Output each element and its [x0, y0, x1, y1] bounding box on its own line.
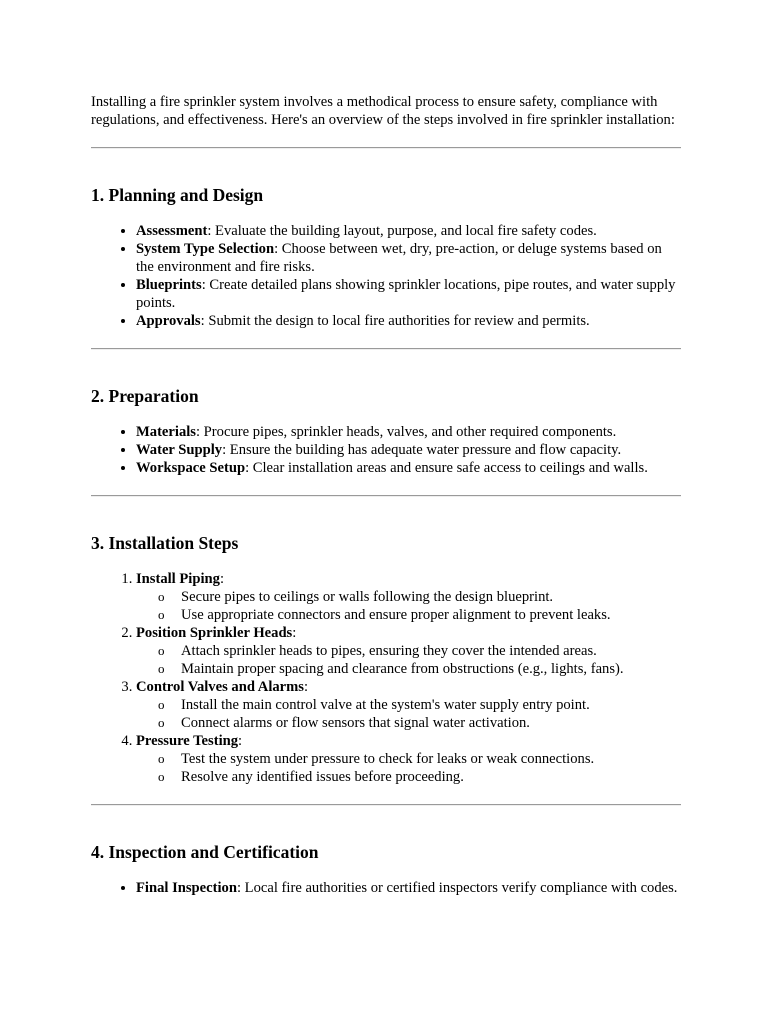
section-inspection-certification: [91, 842, 681, 897]
list-item: [136, 240, 681, 276]
step-colon: :: [304, 679, 309, 695]
section-heading: 3. Installation Steps: [91, 533, 239, 553]
list-item: [136, 459, 681, 477]
sub-item: o Maintain proper spacing and clearance from obstructions (e.g., lights, fans).: [181, 660, 681, 678]
sub-item: o Connect alarms or flow sensors that signal water activation.: [181, 714, 681, 732]
intro-paragraph: Installing a fire sprinkler system involves a methodical process to ensure safety, compliance with regulations, and effectiveness. Here's an overview of the steps involved in fire sprinkler installation:: [91, 94, 675, 128]
step-item: [136, 624, 681, 678]
section-heading: 4. Inspection and Certification: [91, 842, 319, 862]
step-item: [136, 732, 681, 786]
item-text: : Clear installation areas and ensure safe access to ceilings and walls.: [245, 460, 648, 476]
step-item: [136, 570, 681, 624]
sub-list: [136, 696, 681, 732]
sub-item: o Attach sprinkler heads to pipes, ensuring they cover the intended areas.: [181, 642, 681, 660]
step-item: [136, 678, 681, 732]
bullet-list: [91, 222, 681, 330]
item-text: : Evaluate the building layout, purpose, and local fire safety codes.: [207, 223, 597, 239]
item-text: : Submit the design to local fire authorities for review and permits.: [200, 313, 590, 329]
list-item: [136, 222, 681, 240]
step-term: Control Valves and Alarms: [136, 679, 304, 695]
bullet-list: [91, 423, 681, 477]
step-colon: :: [219, 571, 225, 587]
item-text: : Local fire authorities or certified inspectors verify compliance with codes.: [236, 880, 678, 896]
item-text: : Ensure the building has adequate water pressure and flow capacity.: [222, 442, 622, 458]
item-term: Water Supply: [136, 442, 223, 458]
sub-list: [136, 750, 681, 786]
sub-list: [136, 642, 681, 678]
item-term: Final Inspection: [136, 880, 237, 896]
step-term: Install Piping: [136, 571, 220, 587]
item-term: Assessment: [136, 223, 208, 239]
item-term: Workspace Setup: [136, 460, 246, 476]
section-planning-design: [91, 185, 681, 330]
sub-item: o Use appropriate connectors and ensure proper alignment to prevent leaks.: [181, 606, 681, 624]
divider: [91, 495, 681, 497]
divider: [91, 348, 681, 350]
step-colon: :: [292, 625, 297, 641]
item-term: Approvals: [136, 313, 201, 329]
sub-item: o Resolve any identified issues before proceeding.: [181, 768, 681, 786]
item-text: : Choose between wet, dry, pre-action, or deluge systems based on the environment and fire risks.: [136, 241, 662, 275]
section-heading: 1. Planning and Design: [91, 185, 264, 205]
document-body: [91, 93, 681, 897]
sub-item: o Test the system under pressure to check for leaks or weak connections.: [181, 750, 681, 768]
step-colon: :: [238, 733, 243, 749]
sub-item: o Install the main control valve at the system's water supply entry point.: [181, 696, 681, 714]
section-heading: 2. Preparation: [91, 386, 199, 406]
item-text: : Procure pipes, sprinkler heads, valves, and other required components.: [195, 424, 617, 440]
item-term: System Type Selection: [136, 241, 275, 257]
section-installation-steps: [91, 533, 681, 786]
item-text: : Create detailed plans showing sprinkler locations, pipe routes, and water supply points.: [136, 277, 676, 311]
step-term: Pressure Testing: [136, 733, 239, 749]
divider: [91, 147, 681, 149]
list-item: [136, 879, 681, 897]
item-term: Materials: [136, 424, 196, 440]
list-item: [136, 276, 681, 312]
list-item: [136, 441, 681, 459]
section-preparation: [91, 386, 681, 477]
numbered-list: [91, 570, 681, 786]
list-item: [136, 312, 681, 330]
divider: [91, 804, 681, 806]
list-item: [136, 423, 681, 441]
item-term: Blueprints: [136, 277, 202, 293]
bullet-list: [91, 879, 681, 897]
sub-list: [136, 588, 681, 624]
step-term: Position Sprinkler Heads: [136, 625, 293, 641]
sub-item: o Secure pipes to ceilings or walls following the design blueprint.: [181, 588, 681, 606]
